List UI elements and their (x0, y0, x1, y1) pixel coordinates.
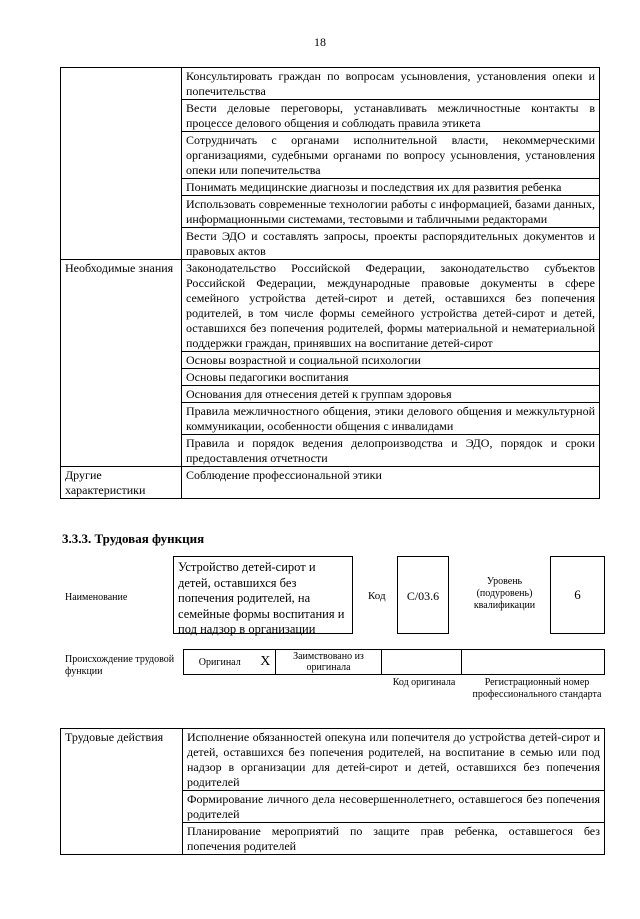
skills-label-cell (61, 68, 182, 260)
knowledge-item: Основания для отнесения детей к группам здоровья (182, 386, 600, 403)
function-code-box: C/03.6 (397, 556, 449, 634)
skill-item: Вести деловые переговоры, устанавливать межличностные контакты в процессе делового общения и соблюдать правила этикета (182, 100, 600, 132)
origin-table (183, 649, 605, 675)
action-item: Формирование личного дела несовершеннолетнего, оставшегося без попечения родителей (183, 791, 605, 823)
function-name-box: Устройство детей-сирот и детей, оставшихся без попечения родителей, на семейные формы воспитания и под надзор в организации (173, 556, 353, 634)
labor-actions-table (60, 728, 605, 855)
skill-item: Использовать современные технологии работы с информацией, базами данных, информационными системами, тестовыми и табличными редакторами (182, 196, 600, 228)
code-original-label: Код оригинала (392, 677, 456, 688)
knowledge-item: Правила межличностного общения, этики делового общения и межкультурной коммуникации, особенности общения с инвалидами (182, 403, 600, 435)
table-row (61, 68, 600, 100)
skill-item: Понимать медицинские диагнозы и последствия их для развития ребенка (182, 179, 600, 196)
skill-item: Вести ЭДО и составлять запросы, проекты распорядительных документов и правовых актов (182, 228, 600, 260)
page-number: 18 (314, 35, 326, 49)
table-row (61, 467, 600, 499)
table-row (184, 650, 605, 675)
skill-item: Консультировать граждан по вопросам усыновления, установления опеки и попечительства (182, 68, 600, 100)
knowledge-item: Правила и порядок ведения делопроизводства и ЭДО, порядок и сроки предоставления отчетности (182, 435, 600, 467)
borrowed-label: Заимствовано из оригинала (276, 650, 382, 675)
section-title: 3.3.3. Трудовая функция (62, 531, 205, 546)
skill-item: Сотрудничать с органами исполнительной власти, некоммерческими организациями, судебными органами по вопросу усыновления, установления опеки или попечительства (182, 132, 600, 179)
other-value: Соблюдение профессиональной этики (182, 467, 600, 499)
reg-number-cell (462, 650, 605, 675)
name-label: Наименование (65, 592, 128, 603)
requirements-table (60, 67, 600, 499)
knowledge-item: Основы возрастной и социальной психологии (182, 352, 600, 369)
reg-number-label: Регистрационный номер профессионального стандарта (472, 677, 602, 700)
action-item: Планирование мероприятий по защите прав ребенка, оставшегося без попечения родителей (183, 823, 605, 855)
origin-label: Происхождение трудовой функции (65, 654, 175, 677)
code-label: Код (368, 590, 386, 602)
actions-label: Трудовые действия (61, 729, 183, 855)
original-mark: X (256, 650, 276, 675)
knowledge-label: Необходимые знания (61, 260, 182, 467)
knowledge-item: Основы педагогики воспитания (182, 369, 600, 386)
table-row (61, 260, 600, 352)
code-original-cell (382, 650, 462, 675)
level-label: Уровень (подуровень) квалификации (473, 576, 536, 611)
knowledge-item: Законодательство Российской Федерации, законодательство субъектов Российской Федерации, международные правовые документы в сфере семейного устройства детей-сирот и детей, оставшихся без попечения родителей, в том числе формы семейного устройства детей-сирот и детей, оставшихся без попечения родителей, формы материальной и нематериальной поддержки граждан, принявших на воспитание детей-сирот (182, 260, 600, 352)
other-label: Другие характеристики (61, 467, 182, 499)
table-row (61, 729, 605, 791)
original-label: Оригинал (184, 650, 256, 675)
qualification-level-box: 6 (550, 556, 605, 634)
action-item: Исполнение обязанностей опекуна или попечителя до устройства детей-сирот и детей, оставшихся без попечения родителей, на воспитание в семью или под надзор в организации для детей-сирот и детей, оставшихся без попечения родителей (183, 729, 605, 791)
